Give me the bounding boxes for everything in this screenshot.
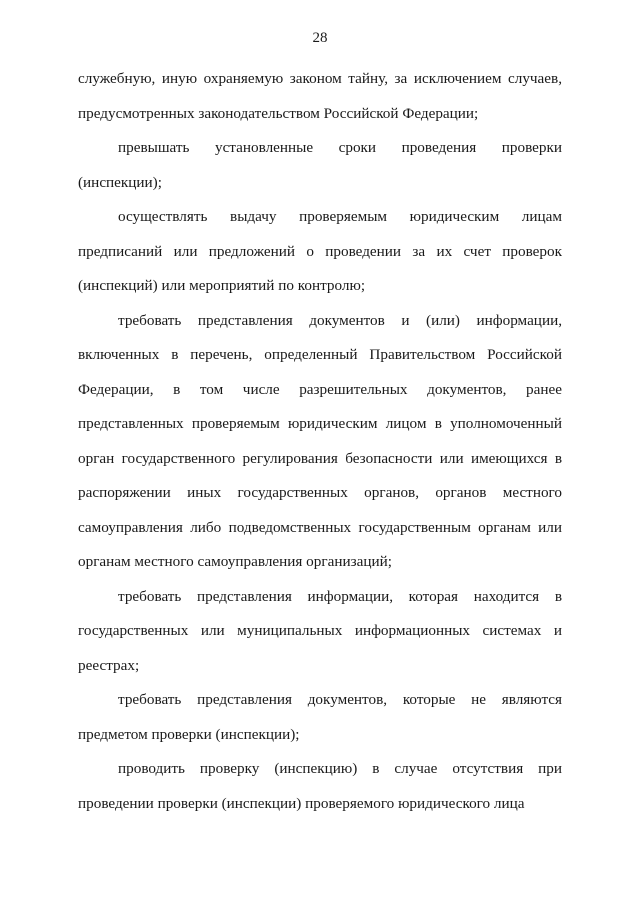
paragraph-issue-orders: осуществлять выдачу проверяемым юридическим лицам предписаний или предложений о проведении за их счет проверок (инспекций) или мероприятий по контролю; [78,208,562,294]
page-number: 28 [312,30,328,46]
paragraph-continuation: служебную, иную охраняемую законом тайну, за исключением случаев, предусмотренных законодательством Российской Федерации; [78,70,562,122]
paragraph-inspect-in-absence: проводить проверку (инспекцию) в случае отсутствия при проведении проверки (инспекции) проверяемого юридического лица [78,760,562,812]
paragraph-require-documents: требовать представления документов и (или) информации, включенных в перечень, определенный Правительством Российской Федерации, в том числе разрешительных документов, ранее представленных проверяемым юридическим лицом в уполномоченный орган государственного регулирования безопасности или имеющихся в распоряжении иных государственных органов, органов местного самоуправления либо подведомственных государственным органам или органам местного самоуправления организаций; [78,311,562,570]
paragraph-exceed-deadlines: превышать установленные сроки проведения проверки (инспекции); [78,139,562,191]
paragraph-require-information: требовать представления информации, которая находится в государственных или муниципальных информационных системах и реестрах; [78,587,562,674]
paragraph-require-unrelated-documents: требовать представления документов, которые не являются предметом проверки (инспекции); [78,691,562,743]
document-body [78,62,562,821]
